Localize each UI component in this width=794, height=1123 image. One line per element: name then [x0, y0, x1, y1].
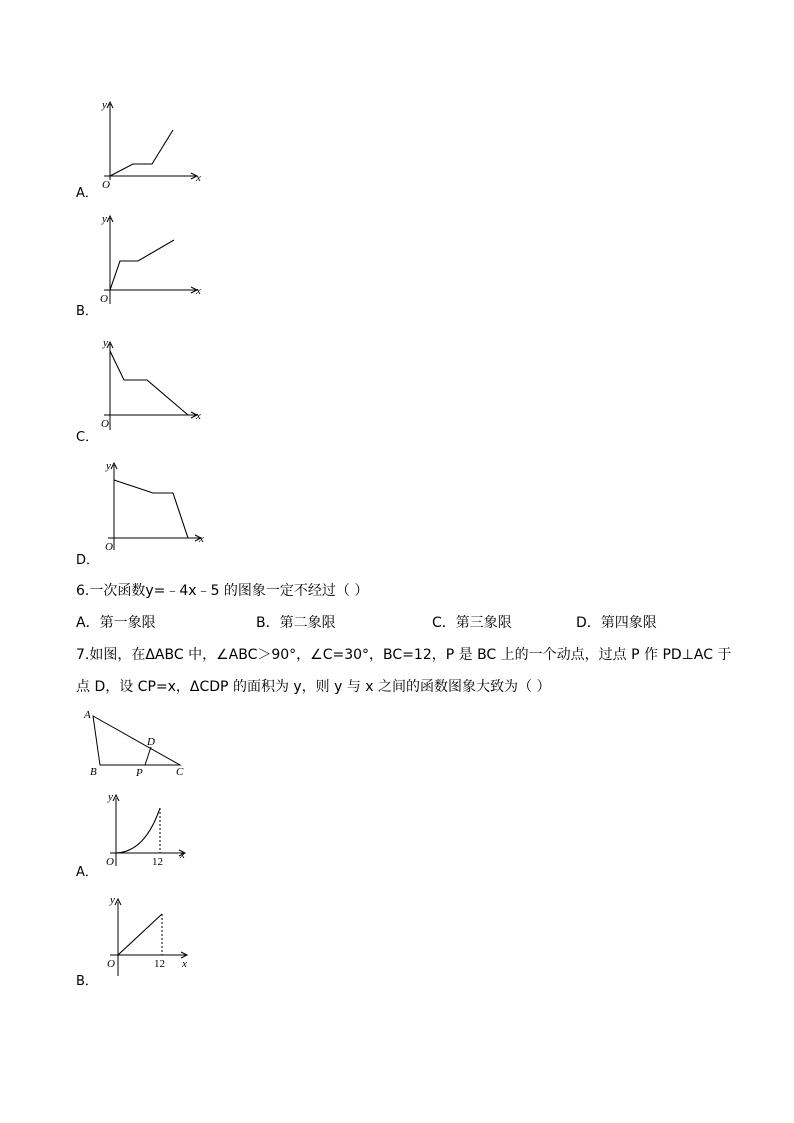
q7-graph-a: [100, 786, 200, 870]
origin-label: O: [107, 958, 115, 970]
tick-12-label: 12: [154, 958, 165, 970]
y-axis-label: y: [108, 791, 113, 803]
x-axis-label: x: [196, 172, 201, 184]
q5-option-d-label[interactable]: D．: [76, 553, 100, 568]
x-axis-label: x: [196, 410, 201, 422]
q5-graph-b: [100, 210, 210, 306]
origin-label: O: [106, 856, 114, 868]
vertex-b-label: B: [90, 766, 97, 778]
origin-label: O: [102, 179, 110, 191]
q6-stem: 6.一次函数y=﹣4x﹣5 的图象一定不经过（ ）: [76, 583, 369, 599]
q5-graph-d: [100, 456, 210, 554]
x-axis-label: x: [180, 849, 185, 861]
q6-choice-c[interactable]: C．第三象限: [432, 615, 512, 631]
y-axis-label: y: [103, 337, 108, 349]
q5-option-a-label[interactable]: A．: [76, 186, 98, 201]
y-axis-label: y: [110, 894, 115, 906]
q6-choice-d[interactable]: D．第四象限: [576, 615, 657, 631]
q7-stem-line1: 7.如图，在ΔABC 中，∠ABC＞90°，∠C=30°，BC=12，P 是 BC 上的一个动点，过点 P 作 PD⊥AC 于: [76, 647, 732, 663]
q7-triangle-figure: [80, 704, 192, 778]
q7-graph-b: [100, 892, 200, 978]
q6-choice-a[interactable]: A．第一象限: [76, 615, 156, 631]
point-d-label: D: [147, 736, 155, 748]
q5-graph-c: [100, 336, 210, 434]
y-axis-label: y: [102, 213, 107, 225]
origin-label: O: [100, 293, 108, 305]
x-axis-label: x: [196, 285, 201, 297]
y-axis-label: y: [102, 99, 107, 111]
q5-option-c-label[interactable]: C．: [76, 430, 99, 445]
origin-label: O: [105, 541, 113, 553]
q7-option-b-label[interactable]: B．: [76, 974, 98, 989]
q7-stem-line2: 点 D，设 CP=x，ΔCDP 的面积为 y，则 y 与 x 之间的函数图象大致为（ ）: [76, 679, 551, 695]
q7-option-a-label[interactable]: A．: [76, 865, 98, 880]
vertex-c-label: C: [176, 766, 184, 778]
tick-12-label: 12: [152, 856, 163, 868]
q6-choice-b[interactable]: B．第二象限: [256, 615, 336, 631]
y-axis-label: y: [106, 460, 111, 472]
q5-option-b-label[interactable]: B．: [76, 304, 98, 319]
point-p-label: P: [136, 767, 143, 779]
origin-label: O: [101, 418, 109, 430]
vertex-a-label: A: [84, 709, 91, 721]
q5-graph-a: [100, 96, 210, 192]
x-axis-label: x: [199, 533, 204, 545]
x-axis-label: x: [182, 958, 187, 970]
